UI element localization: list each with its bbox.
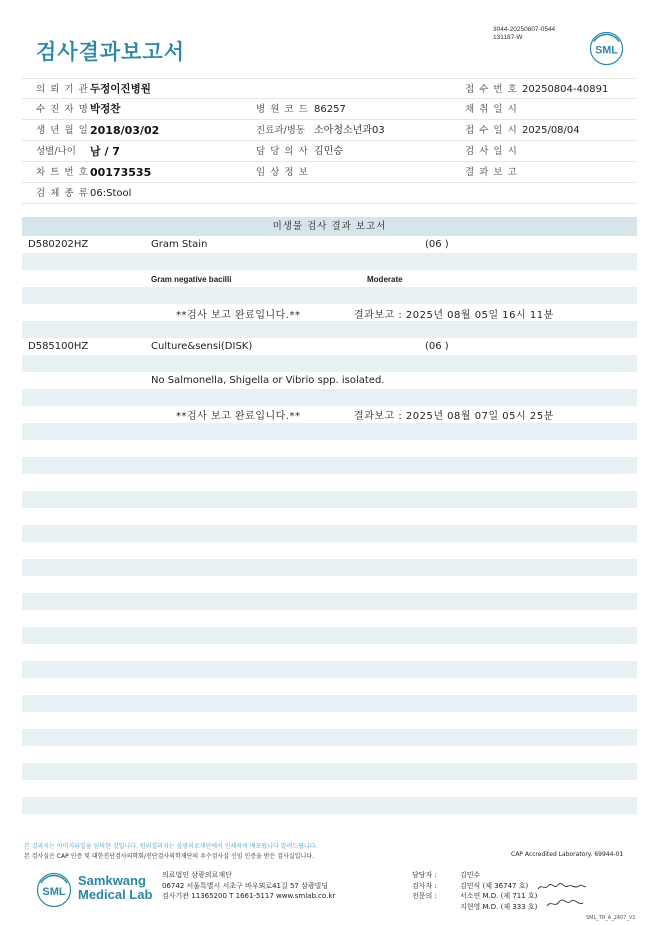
info-row: [22, 162, 637, 183]
sex-age: 남 / 7: [90, 145, 120, 158]
chart-no: 00173535: [90, 166, 152, 179]
staff-row: [412, 902, 537, 913]
staff-role: 담당자 :: [412, 871, 437, 879]
doctor-label: 담 당 의 사: [256, 146, 309, 157]
signature-image: [536, 881, 588, 893]
row-stripe: [22, 457, 637, 474]
row-stripe: [22, 287, 637, 304]
info-row: [22, 99, 637, 120]
receipt-no-label: 접 수 번 호: [465, 84, 518, 95]
staff-row: [412, 881, 537, 892]
info-row: [22, 183, 637, 204]
report-complete-text: **검사 보고 완료입니다.**: [176, 411, 301, 422]
row-stripe: [22, 661, 637, 678]
receipt-date: 2025/08/04: [522, 125, 580, 136]
doctor-name: 김민승: [314, 146, 343, 157]
sml-logo-text: SML: [595, 44, 618, 57]
specimen-type: 06:Stool: [90, 188, 132, 199]
row-stripe: [22, 321, 637, 338]
results-header: 미생물 검사 결과 보고서: [22, 217, 637, 236]
patient-info-table: [22, 78, 637, 204]
lab-street: 06742 서울특별시 서초구 바우뫼로41길 57 삼광빌딩: [162, 881, 329, 890]
info-row: [22, 78, 637, 99]
requesting-org: 두정이진병원: [90, 83, 151, 95]
receipt-date-label: 접 수 일 시: [465, 125, 518, 136]
chart-no-label: 차 트 번 호: [36, 167, 89, 178]
page-title: 검사결과보고서: [36, 40, 186, 64]
certification-note: 본 검사실은 CAP 인증 및 대한진단검사의학회/진단검사의학재단의 우수검사실 신임 인증을 받은 검사실입니다.: [24, 853, 314, 860]
specimen-code: (06 ): [425, 239, 449, 250]
row-stripe: [22, 389, 637, 406]
staff-row: [412, 891, 537, 902]
row-stripe: [22, 559, 637, 576]
row-stripe: [22, 423, 637, 440]
brand-name: [78, 874, 152, 902]
birth-date: 2018/03/02: [90, 124, 160, 137]
staff-role: 전문의 :: [412, 892, 437, 900]
staff-name: 김민수: [460, 871, 481, 879]
lab-contact: 검사기관 11365200 T 1661-5117 www.smlab.co.kr: [162, 892, 336, 900]
staff-row: [412, 870, 537, 881]
report-time: 결과보고 : 2025년 08월 07일 05시 25분: [354, 411, 554, 422]
document-code-line1: 3044-20250807-0544: [493, 26, 556, 33]
sex-age-label: 성별/나이: [36, 146, 76, 157]
row-stripe: [22, 797, 637, 814]
report-label: 결 과 보 고: [465, 167, 518, 178]
department: 소아청소년과03: [314, 125, 385, 136]
disclaimer-note: 본 결과지는 이미지파일을 임의한 것입니다. 원의결과지는 삼광의료재단에서 인쇄하여 배포됩니다 알려드립니다.: [24, 843, 318, 850]
finding-level: Moderate: [367, 275, 403, 284]
requesting-org-label: 의 뢰 기 관: [36, 84, 89, 95]
test-date-label: 검 사 일 시: [465, 146, 518, 157]
results-section: [22, 217, 637, 422]
sml-logo-text: SML: [42, 886, 66, 898]
row-stripe: [22, 253, 637, 270]
test-finding: Gram negative bacilli: [151, 275, 232, 284]
test-code: D585100HZ: [28, 341, 89, 352]
birth-label: 생 년 월 일: [36, 125, 89, 136]
test-code: D580202HZ: [28, 239, 89, 250]
receipt-no: 20250804-40891: [522, 84, 609, 95]
document-code-line2: 131187-W: [493, 34, 523, 41]
patient-name-label: 수 진 자 명: [36, 104, 89, 115]
row-stripe: [22, 627, 637, 644]
staff-list: [412, 870, 537, 912]
lab-org: 의료법인 삼광의료재단: [162, 871, 232, 879]
patient-name: 박정찬: [90, 103, 121, 115]
document-code: [493, 26, 555, 42]
row-stripe: [22, 695, 637, 712]
hospital-code: 86257: [314, 104, 346, 115]
clinical-info-label: 임 상 정 보: [256, 167, 309, 178]
department-label: 진료과/병동: [256, 125, 306, 136]
staff-name: 서소연 M.D. (제 711 호): [460, 892, 538, 900]
staff-name: 지현영 M.D. (제 333 호): [460, 902, 538, 911]
test-name: Gram Stain: [151, 239, 208, 250]
specimen-label: 검 체 종 류: [36, 188, 89, 199]
specimen-code: (06 ): [425, 341, 449, 352]
row-stripe: [22, 593, 637, 610]
hospital-code-label: 병 원 코 드: [256, 104, 309, 115]
cap-accreditation: CAP Accredited Laboratory. 69944-01: [511, 851, 624, 858]
sml-logo: [36, 872, 72, 908]
staff-role: 검사자 :: [412, 881, 437, 890]
test-name: Culture&sensi(DISK): [151, 341, 253, 352]
signature-image: [545, 896, 585, 910]
test-finding: No Salmonella, Shigella or Vibrio spp. isolated.: [151, 375, 385, 386]
row-stripe: [22, 729, 637, 746]
sml-logo: [589, 31, 624, 66]
row-stripe: [22, 763, 637, 780]
row-stripe: [22, 525, 637, 542]
row-stripe: [22, 491, 637, 508]
brand-line1: Samkwang: [78, 873, 146, 888]
report-time: 결과보고 : 2025년 08월 05일 16시 11분: [354, 310, 554, 321]
staff-name: 김민식 (제 36747 호): [460, 881, 529, 890]
row-stripe: [22, 355, 637, 372]
report-complete-text: **검사 보고 완료입니다.**: [176, 310, 301, 321]
info-row: [22, 120, 637, 141]
lab-address: [162, 870, 335, 902]
brand-line2: Medical Lab: [78, 887, 153, 902]
info-row: [22, 141, 637, 162]
collection-date-label: 채 취 일 시: [465, 104, 518, 115]
form-code: SML_TR_A_2407_V1: [586, 915, 636, 921]
